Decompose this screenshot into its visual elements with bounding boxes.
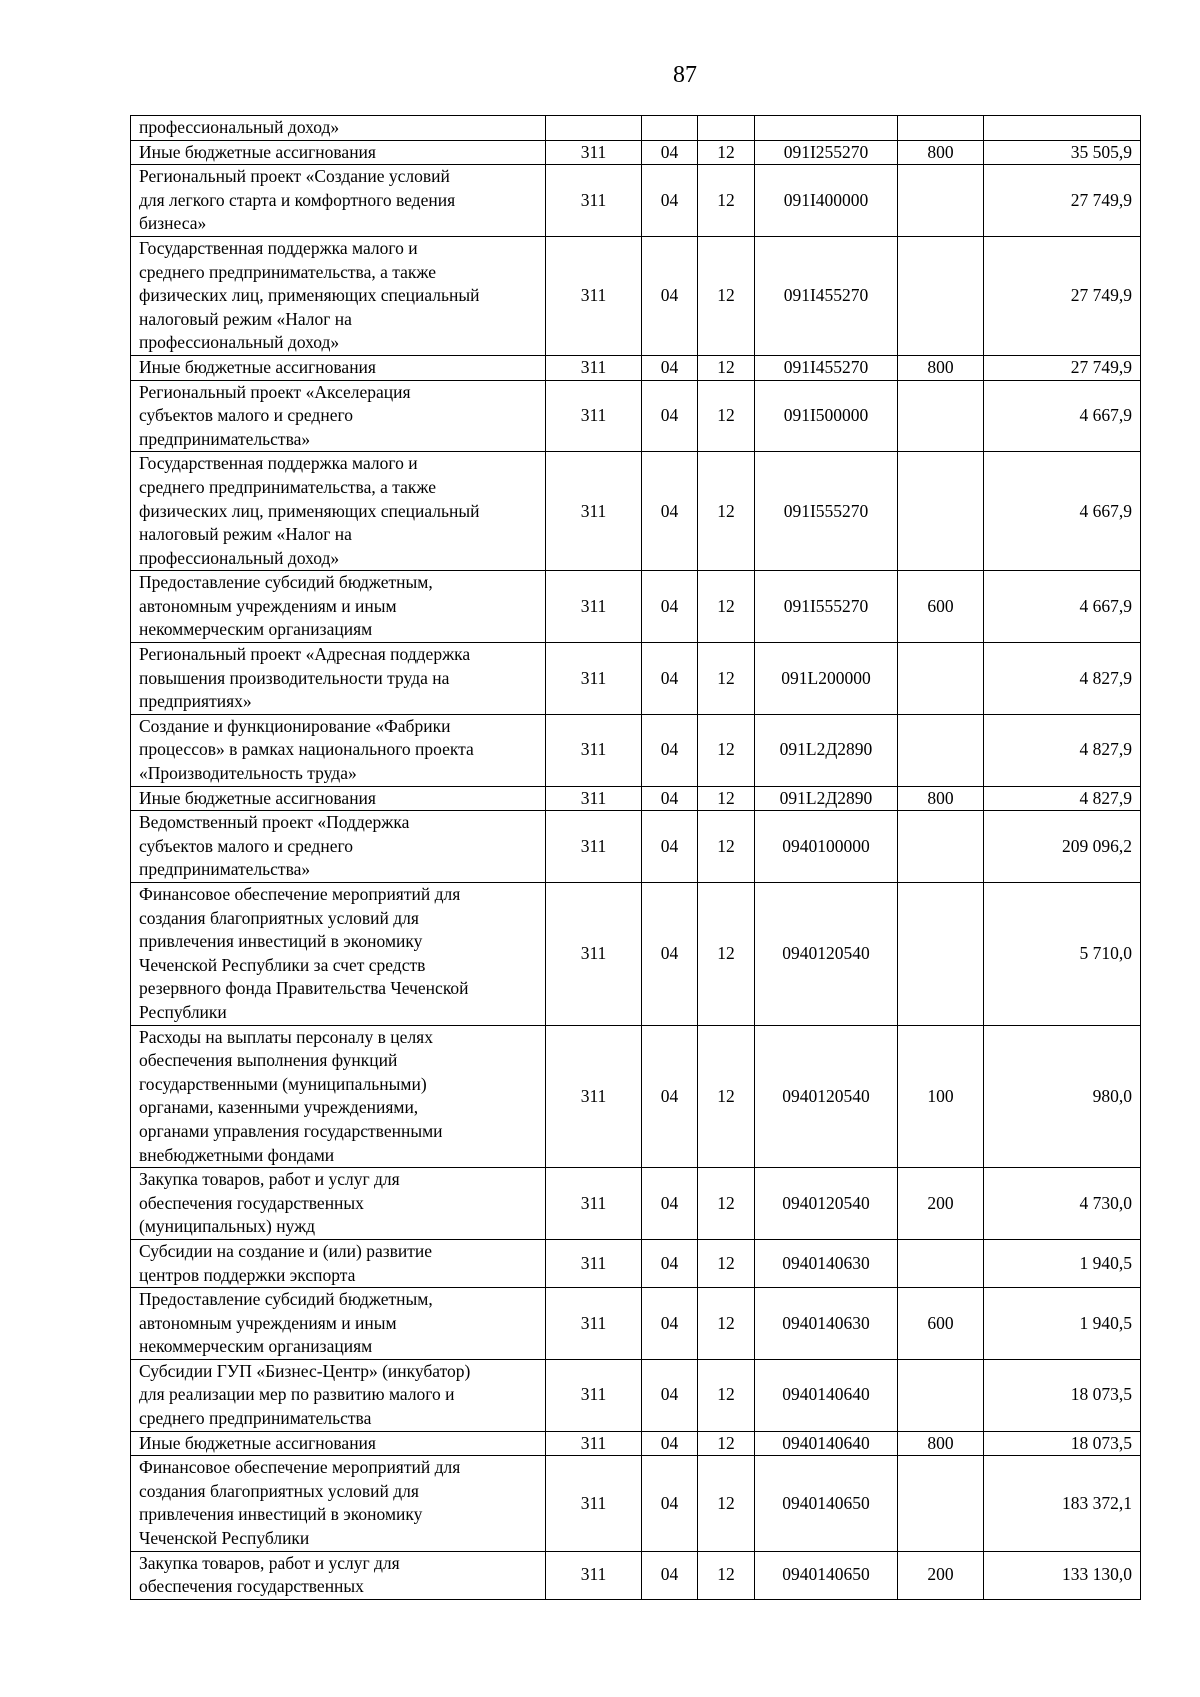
table-body bbox=[131, 116, 1141, 1600]
section-code-cell: 04 bbox=[642, 165, 698, 237]
subsection-code-cell: 12 bbox=[698, 1456, 755, 1551]
amount-cell: 4 827,9 bbox=[984, 714, 1141, 786]
target-article-cell: 091L200000 bbox=[755, 643, 898, 715]
table-row bbox=[131, 355, 1141, 380]
subsection-code-cell: 12 bbox=[698, 1551, 755, 1599]
expense-name-cell: Создание и функционирование «Фабрики процессов» в рамках национального проекта «Производительность труда» bbox=[131, 714, 546, 786]
section-code-cell: 04 bbox=[642, 714, 698, 786]
target-article-cell: 0940140640 bbox=[755, 1359, 898, 1431]
expense-type-cell: 600 bbox=[898, 571, 984, 643]
department-code-cell: 311 bbox=[546, 140, 642, 165]
section-code-cell: 04 bbox=[642, 452, 698, 571]
expense-name-cell: Предоставление субсидий бюджетным, автономным учреждениям и иным некоммерческим организациям bbox=[131, 1288, 546, 1360]
amount-cell: 27 749,9 bbox=[984, 165, 1141, 237]
expense-name-cell: Финансовое обеспечение мероприятий для создания благоприятных условий для привлечения инвестиций в экономику Чеченской Республики bbox=[131, 1456, 546, 1551]
amount-cell: 133 130,0 bbox=[984, 1551, 1141, 1599]
table-row bbox=[131, 714, 1141, 786]
section-code-cell: 04 bbox=[642, 643, 698, 715]
target-article-cell: 091L2Д2890 bbox=[755, 714, 898, 786]
amount-cell: 4 667,9 bbox=[984, 452, 1141, 571]
expense-type-cell bbox=[898, 1456, 984, 1551]
table-row bbox=[131, 116, 1141, 141]
expense-type-cell: 100 bbox=[898, 1025, 984, 1168]
expense-type-cell: 800 bbox=[898, 786, 984, 811]
department-code-cell: 311 bbox=[546, 883, 642, 1026]
subsection-code-cell bbox=[698, 116, 755, 141]
table-row bbox=[131, 236, 1141, 355]
subsection-code-cell: 12 bbox=[698, 355, 755, 380]
table-row bbox=[131, 1168, 1141, 1240]
amount-cell: 18 073,5 bbox=[984, 1359, 1141, 1431]
target-article-cell: 091I255270 bbox=[755, 140, 898, 165]
target-article-cell: 0940120540 bbox=[755, 1025, 898, 1168]
expense-type-cell bbox=[898, 1239, 984, 1287]
subsection-code-cell: 12 bbox=[698, 883, 755, 1026]
table-row bbox=[131, 1359, 1141, 1431]
expense-type-cell bbox=[898, 380, 984, 452]
page-number: 87 bbox=[673, 62, 697, 88]
amount-cell: 980,0 bbox=[984, 1025, 1141, 1168]
subsection-code-cell: 12 bbox=[698, 236, 755, 355]
expense-type-cell: 800 bbox=[898, 355, 984, 380]
section-code-cell: 04 bbox=[642, 380, 698, 452]
expense-name-cell: Региональный проект «Адресная поддержка повышения производительности труда на предприятиях» bbox=[131, 643, 546, 715]
expense-name-cell: Региональный проект «Создание условий для легкого старта и комфортного ведения бизнеса» bbox=[131, 165, 546, 237]
section-code-cell: 04 bbox=[642, 786, 698, 811]
amount-cell: 4 827,9 bbox=[984, 786, 1141, 811]
target-article-cell: 091I400000 bbox=[755, 165, 898, 237]
expense-type-cell bbox=[898, 116, 984, 141]
expense-type-cell: 200 bbox=[898, 1551, 984, 1599]
subsection-code-cell: 12 bbox=[698, 571, 755, 643]
department-code-cell: 311 bbox=[546, 811, 642, 883]
expense-name-cell: Закупка товаров, работ и услуг для обеспечения государственных (муниципальных) нужд bbox=[131, 1168, 546, 1240]
table-row bbox=[131, 786, 1141, 811]
section-code-cell: 04 bbox=[642, 1551, 698, 1599]
department-code-cell: 311 bbox=[546, 1551, 642, 1599]
expense-name-cell: Региональный проект «Акселерация субъектов малого и среднего предпринимательства» bbox=[131, 380, 546, 452]
department-code-cell: 311 bbox=[546, 165, 642, 237]
target-article-cell: 091I455270 bbox=[755, 236, 898, 355]
expense-type-cell bbox=[898, 811, 984, 883]
subsection-code-cell: 12 bbox=[698, 140, 755, 165]
subsection-code-cell: 12 bbox=[698, 1359, 755, 1431]
department-code-cell bbox=[546, 116, 642, 141]
target-article-cell bbox=[755, 116, 898, 141]
target-article-cell: 0940140630 bbox=[755, 1239, 898, 1287]
subsection-code-cell: 12 bbox=[698, 1168, 755, 1240]
department-code-cell: 311 bbox=[546, 643, 642, 715]
table-row bbox=[131, 1288, 1141, 1360]
amount-cell: 4 667,9 bbox=[984, 380, 1141, 452]
department-code-cell: 311 bbox=[546, 714, 642, 786]
expense-type-cell bbox=[898, 643, 984, 715]
expense-name-cell: Расходы на выплаты персоналу в целях обеспечения выполнения функций государственными (муниципальными) органами, казенными учреждениями, органами управления государственными внебюджетными фондами bbox=[131, 1025, 546, 1168]
table-row bbox=[131, 140, 1141, 165]
target-article-cell: 0940140640 bbox=[755, 1431, 898, 1456]
expense-name-cell: Предоставление субсидий бюджетным, автономным учреждениям и иным некоммерческим организациям bbox=[131, 571, 546, 643]
expense-type-cell: 600 bbox=[898, 1288, 984, 1360]
table-row bbox=[131, 1456, 1141, 1551]
department-code-cell: 311 bbox=[546, 1168, 642, 1240]
subsection-code-cell: 12 bbox=[698, 1025, 755, 1168]
section-code-cell: 04 bbox=[642, 355, 698, 380]
section-code-cell: 04 bbox=[642, 883, 698, 1026]
target-article-cell: 091I555270 bbox=[755, 452, 898, 571]
table-row bbox=[131, 1239, 1141, 1287]
expense-type-cell: 200 bbox=[898, 1168, 984, 1240]
department-code-cell: 311 bbox=[546, 1456, 642, 1551]
amount-cell: 4 667,9 bbox=[984, 571, 1141, 643]
table-row bbox=[131, 1431, 1141, 1456]
amount-cell: 4 730,0 bbox=[984, 1168, 1141, 1240]
amount-cell: 27 749,9 bbox=[984, 236, 1141, 355]
section-code-cell: 04 bbox=[642, 236, 698, 355]
expense-name-cell: Иные бюджетные ассигнования bbox=[131, 1431, 546, 1456]
target-article-cell: 091L2Д2890 bbox=[755, 786, 898, 811]
table-row bbox=[131, 1025, 1141, 1168]
target-article-cell: 091I555270 bbox=[755, 571, 898, 643]
section-code-cell: 04 bbox=[642, 1456, 698, 1551]
department-code-cell: 311 bbox=[546, 236, 642, 355]
section-code-cell: 04 bbox=[642, 1239, 698, 1287]
target-article-cell: 0940120540 bbox=[755, 883, 898, 1026]
amount-cell bbox=[984, 116, 1141, 141]
department-code-cell: 311 bbox=[546, 452, 642, 571]
table-row bbox=[131, 643, 1141, 715]
table-row bbox=[131, 811, 1141, 883]
subsection-code-cell: 12 bbox=[698, 1431, 755, 1456]
section-code-cell: 04 bbox=[642, 1359, 698, 1431]
expense-name-cell: Иные бюджетные ассигнования bbox=[131, 140, 546, 165]
expense-name-cell: профессиональный доход» bbox=[131, 116, 546, 141]
department-code-cell: 311 bbox=[546, 1359, 642, 1431]
section-code-cell: 04 bbox=[642, 1025, 698, 1168]
table-row bbox=[131, 1551, 1141, 1599]
subsection-code-cell: 12 bbox=[698, 714, 755, 786]
department-code-cell: 311 bbox=[546, 786, 642, 811]
section-code-cell: 04 bbox=[642, 1168, 698, 1240]
target-article-cell: 0940140650 bbox=[755, 1456, 898, 1551]
expense-type-cell bbox=[898, 236, 984, 355]
department-code-cell: 311 bbox=[546, 1239, 642, 1287]
subsection-code-cell: 12 bbox=[698, 786, 755, 811]
expense-type-cell bbox=[898, 165, 984, 237]
amount-cell: 18 073,5 bbox=[984, 1431, 1141, 1456]
department-code-cell: 311 bbox=[546, 380, 642, 452]
subsection-code-cell: 12 bbox=[698, 380, 755, 452]
section-code-cell: 04 bbox=[642, 140, 698, 165]
target-article-cell: 0940100000 bbox=[755, 811, 898, 883]
expense-type-cell: 800 bbox=[898, 1431, 984, 1456]
subsection-code-cell: 12 bbox=[698, 811, 755, 883]
table-row bbox=[131, 571, 1141, 643]
subsection-code-cell: 12 bbox=[698, 1239, 755, 1287]
target-article-cell: 0940140650 bbox=[755, 1551, 898, 1599]
amount-cell: 5 710,0 bbox=[984, 883, 1141, 1026]
table-row bbox=[131, 883, 1141, 1026]
expense-name-cell: Государственная поддержка малого и среднего предпринимательства, а также физических лиц, применяющих специальный налоговый режим «Налог на профессиональный доход» bbox=[131, 236, 546, 355]
expense-name-cell: Субсидии ГУП «Бизнес-Центр» (инкубатор) для реализации мер по развитию малого и среднего предпринимательства bbox=[131, 1359, 546, 1431]
expense-type-cell bbox=[898, 714, 984, 786]
amount-cell: 1 940,5 bbox=[984, 1239, 1141, 1287]
department-code-cell: 311 bbox=[546, 1025, 642, 1168]
department-code-cell: 311 bbox=[546, 1431, 642, 1456]
table-row bbox=[131, 452, 1141, 571]
amount-cell: 183 372,1 bbox=[984, 1456, 1141, 1551]
expense-name-cell: Финансовое обеспечение мероприятий для создания благоприятных условий для привлечения инвестиций в экономику Чеченской Республики за счет средств резервного фонда Правительства Чеченской Республики bbox=[131, 883, 546, 1026]
section-code-cell: 04 bbox=[642, 1431, 698, 1456]
department-code-cell: 311 bbox=[546, 355, 642, 380]
table-row bbox=[131, 165, 1141, 237]
target-article-cell: 091I455270 bbox=[755, 355, 898, 380]
expense-name-cell: Иные бюджетные ассигнования bbox=[131, 355, 546, 380]
amount-cell: 35 505,9 bbox=[984, 140, 1141, 165]
expense-type-cell bbox=[898, 1359, 984, 1431]
expense-name-cell: Закупка товаров, работ и услуг для обеспечения государственных bbox=[131, 1551, 546, 1599]
table-row bbox=[131, 380, 1141, 452]
department-code-cell: 311 bbox=[546, 571, 642, 643]
expense-type-cell: 800 bbox=[898, 140, 984, 165]
target-article-cell: 091I500000 bbox=[755, 380, 898, 452]
target-article-cell: 0940120540 bbox=[755, 1168, 898, 1240]
expense-name-cell: Иные бюджетные ассигнования bbox=[131, 786, 546, 811]
subsection-code-cell: 12 bbox=[698, 165, 755, 237]
budget-table bbox=[130, 115, 1141, 1600]
subsection-code-cell: 12 bbox=[698, 1288, 755, 1360]
amount-cell: 27 749,9 bbox=[984, 355, 1141, 380]
amount-cell: 4 827,9 bbox=[984, 643, 1141, 715]
target-article-cell: 0940140630 bbox=[755, 1288, 898, 1360]
expense-name-cell: Субсидии на создание и (или) развитие центров поддержки экспорта bbox=[131, 1239, 546, 1287]
department-code-cell: 311 bbox=[546, 1288, 642, 1360]
amount-cell: 209 096,2 bbox=[984, 811, 1141, 883]
expense-type-cell bbox=[898, 883, 984, 1026]
section-code-cell: 04 bbox=[642, 571, 698, 643]
section-code-cell bbox=[642, 116, 698, 141]
expense-name-cell: Государственная поддержка малого и среднего предпринимательства, а также физических лиц, применяющих специальный налоговый режим «Налог на профессиональный доход» bbox=[131, 452, 546, 571]
amount-cell: 1 940,5 bbox=[984, 1288, 1141, 1360]
subsection-code-cell: 12 bbox=[698, 452, 755, 571]
section-code-cell: 04 bbox=[642, 811, 698, 883]
section-code-cell: 04 bbox=[642, 1288, 698, 1360]
expense-name-cell: Ведомственный проект «Поддержка субъектов малого и среднего предпринимательства» bbox=[131, 811, 546, 883]
subsection-code-cell: 12 bbox=[698, 643, 755, 715]
expense-type-cell bbox=[898, 452, 984, 571]
